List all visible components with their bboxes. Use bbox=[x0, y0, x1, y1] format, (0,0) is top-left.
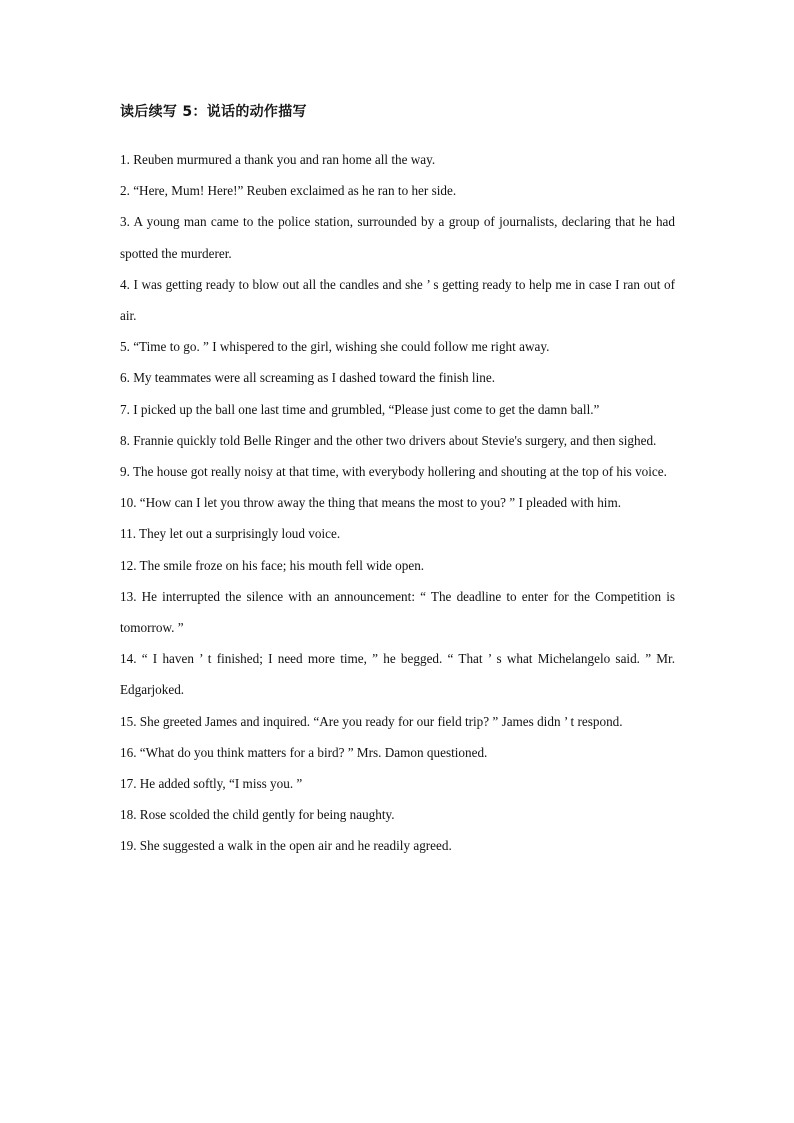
sentence-item: 19. She suggested a walk in the open air and he readily agreed. bbox=[120, 838, 452, 854]
sentence-list bbox=[120, 144, 675, 862]
sentence-item: 6. My teammates were all screaming as I dashed toward the finish line. bbox=[120, 370, 495, 386]
sentence-item: 8. Frannie quickly told Belle Ringer and the other two drivers about Stevie's surgery, and then sighed. bbox=[120, 432, 657, 448]
sentence-item: 10. “How can I let you throw away the thing that means the most to you? ” I pleaded with him. bbox=[120, 495, 622, 511]
sentence-item: 5. “Time to go. ” I whispered to the girl, wishing she could follow me right away. bbox=[120, 339, 550, 355]
sentence-item: 11. They let out a surprisingly loud voice. bbox=[120, 526, 341, 542]
sentence-item: 13. He interrupted the silence with an announcement: “ The deadline to enter for the Competition is tomorrow. ” bbox=[120, 588, 675, 636]
sentence-item: 3. A young man came to the police station, surrounded by a group of journalists, declaring that he had spotted the murderer. bbox=[120, 214, 675, 261]
sentence-item: 14. “ I haven ’ t finished; I need more time, ” he begged. “ That ’ s what Michelangelo said. ” Mr. Edgarjoked. bbox=[120, 651, 675, 698]
sentence-item: 15. She greeted James and inquired. “Are you ready for our field trip? ” James didn ’ t respond. bbox=[120, 713, 623, 729]
sentence-item: 2. “Here, Mum! Here!” Reuben exclaimed as he ran to her side. bbox=[120, 183, 457, 199]
sentence-item: 17. He added softly, “I miss you. ” bbox=[120, 776, 303, 792]
sentence-item: 1. Reuben murmured a thank you and ran home all the way. bbox=[120, 152, 436, 167]
sentence-item: 7. I picked up the ball one last time and grumbled, “Please just come to get the damn ball.” bbox=[120, 401, 600, 417]
sentence-item: 16. “What do you think matters for a bird? ” Mrs. Damon questioned. bbox=[120, 744, 488, 760]
sentence-item: 18. Rose scolded the child gently for being naughty. bbox=[120, 807, 395, 823]
sentence-item: 4. I was getting ready to blow out all the candles and she ’ s getting ready to help me in case I ran out of air. bbox=[120, 276, 675, 324]
sentence-item: 9. The house got really noisy at that time, with everybody hollering and shouting at the top of his voice. bbox=[120, 464, 667, 480]
document-title: 读后续写 5：说话的动作描写 bbox=[120, 104, 307, 120]
sentence-item: 12. The smile froze on his face; his mouth fell wide open. bbox=[120, 557, 425, 573]
